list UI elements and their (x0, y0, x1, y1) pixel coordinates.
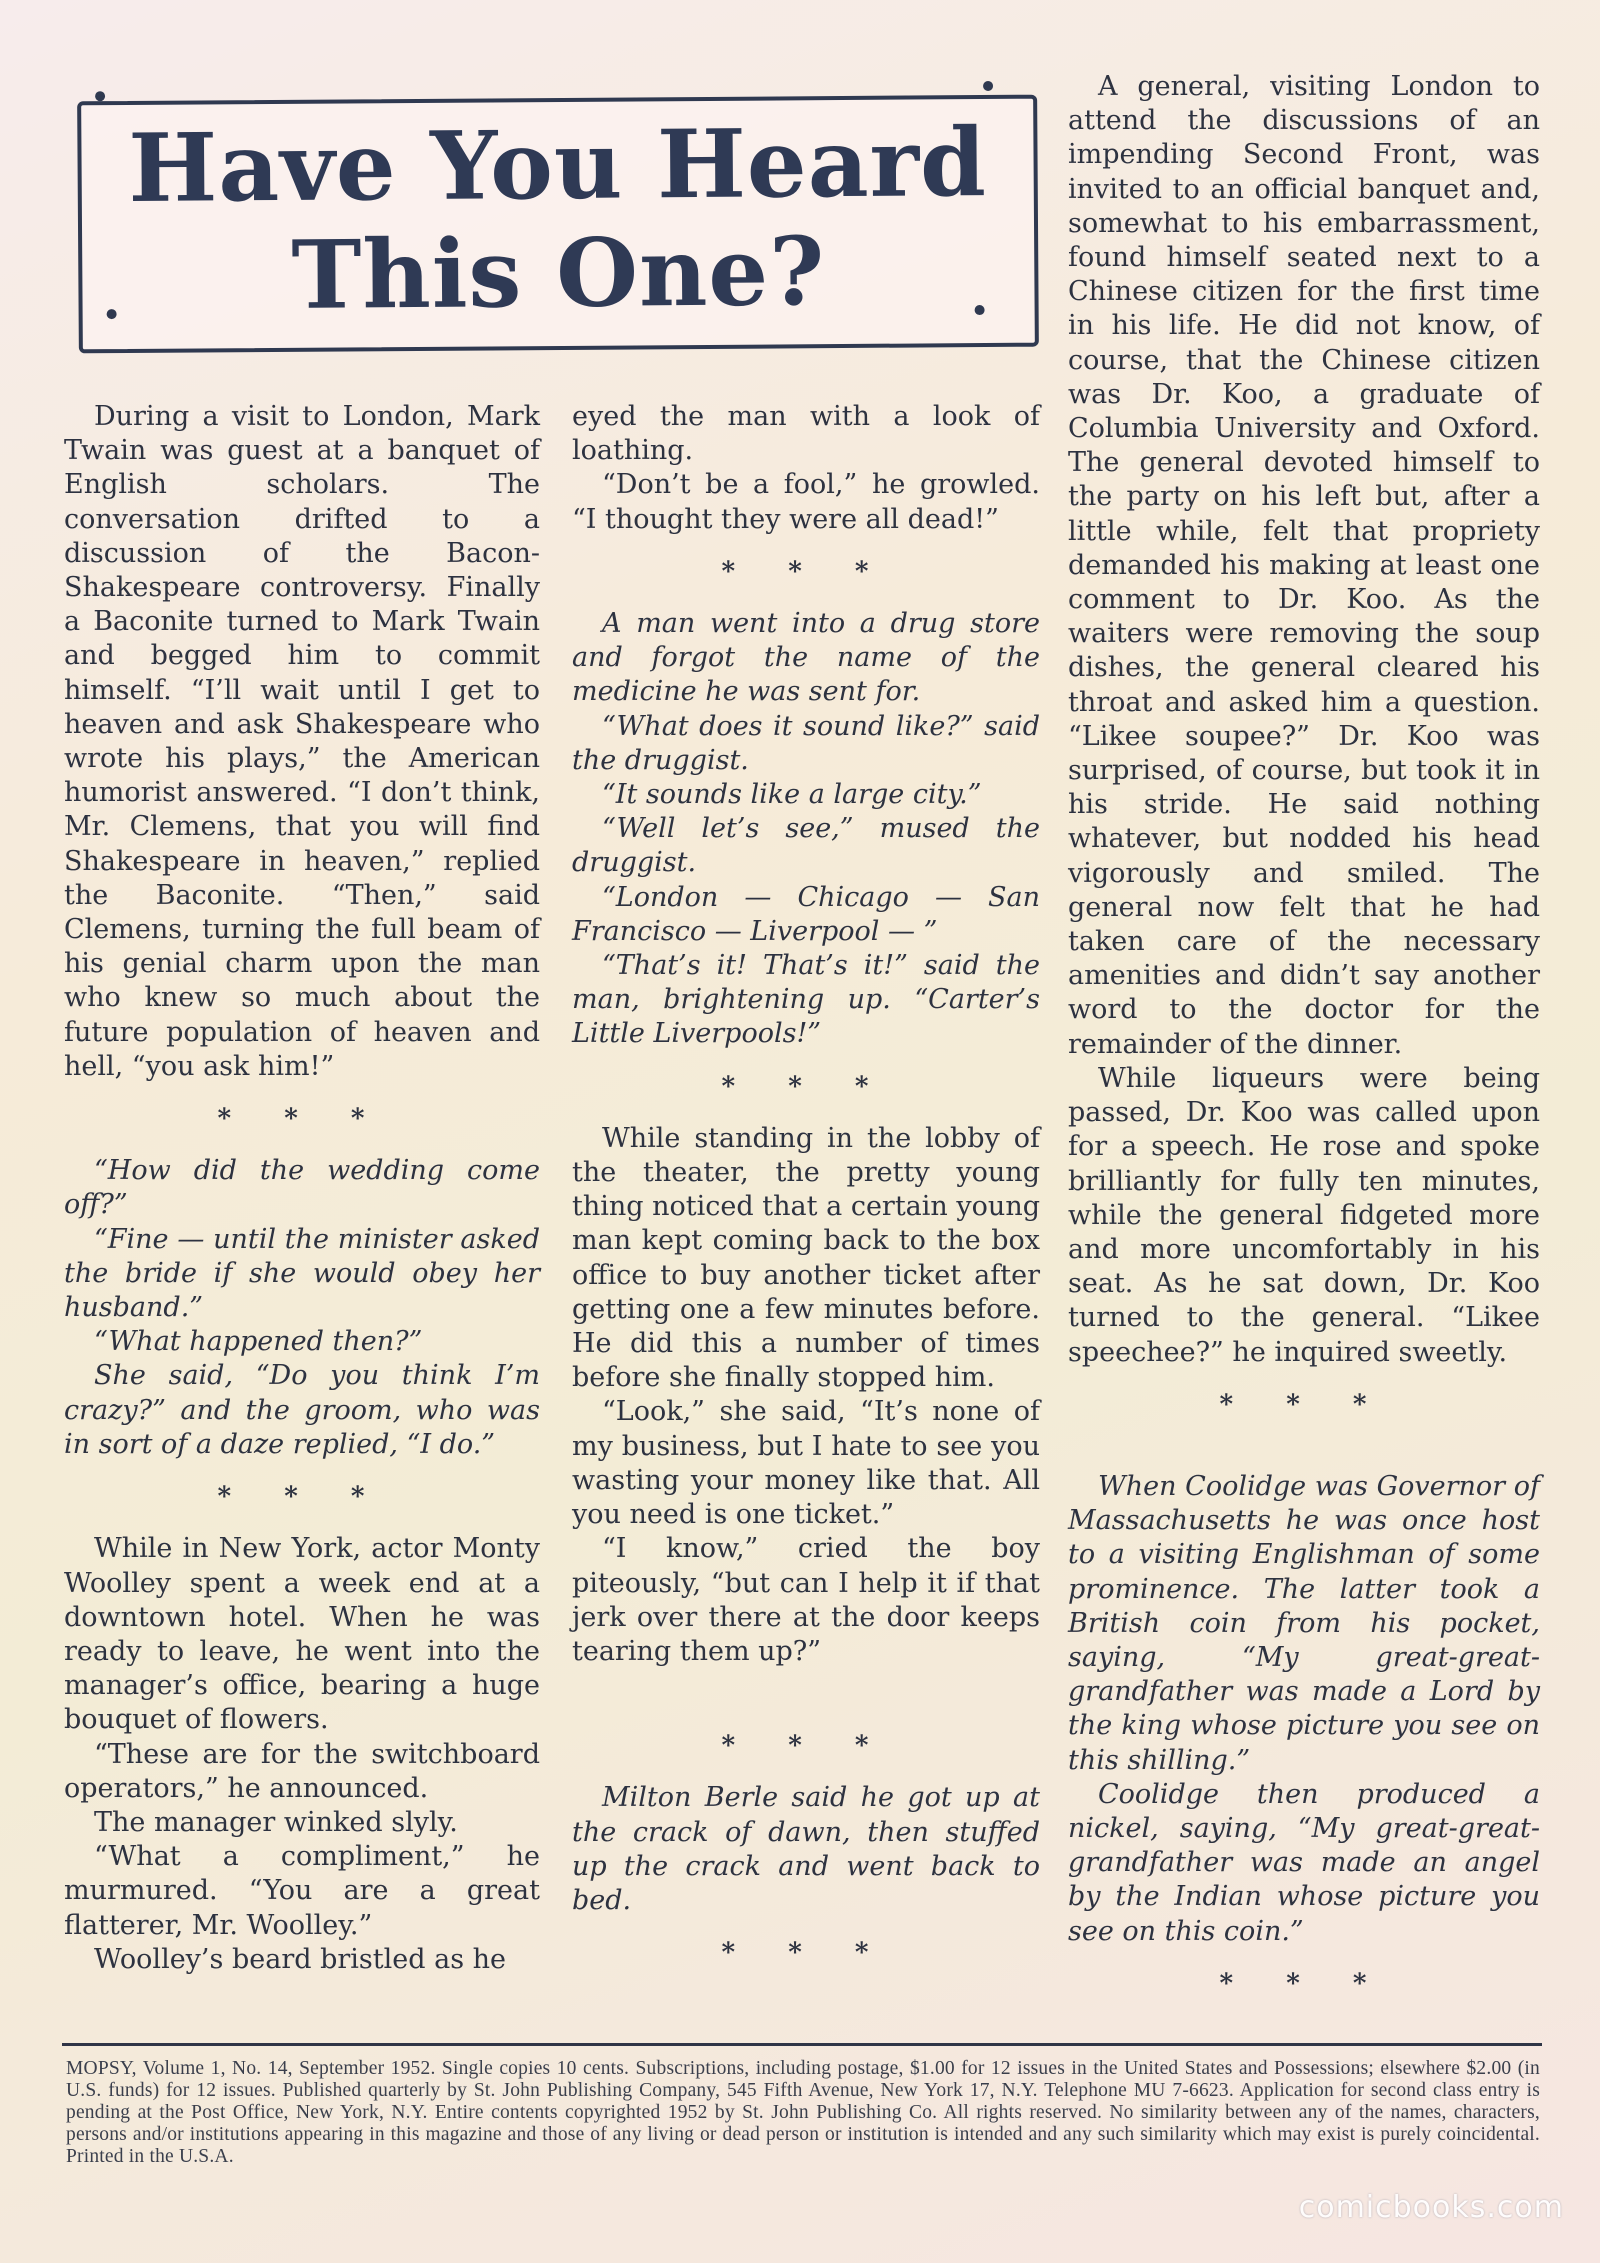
anecdote-woolley: “These are for the switchboard operators,” he announced. (64, 1738, 540, 1804)
anecdote-dr-koo: A general, visiting London to attend the discussions of an impending Second Front, was invited to an official banquet and, somewhat to his embarrassment, found himself seated next to a Chinese citizen for the first time in his life. He did not know, of course, that the Chinese citizen was Dr. Koo, a graduate of Columbia University and Oxford. The general devoted himself to the party on his left but, after a little while, felt that propriety demanded his making at least one comment to Dr. Koo. As the waiters were removing the soup dishes, the general cleared his throat and asked him a question. “Likee soupee?” Dr. Koo was surprised, of course, but took it in his stride. He said nothing whatever, but nodded his head vigorously and smiled. The general now felt that he had taken care of the necessary amenities and didn’t say another word to the doctor for the remainder of the dinner. (1068, 71, 1540, 1060)
anecdote-theater: While standing in the lobby of the theater, the pretty young thing noticed that a certain young man kept coming back to the box office to buy another ticket after getting one a few minutes before. He did this a number of times before she finally stopped him. (572, 1122, 1040, 1394)
anecdote-dr-koo: While liqueurs were being passed, Dr. Koo was called upon for a speech. He rose and spoke brilliantly for fully ten minutes, while the general fidgeted more and more uncomfortably in his seat. As he sat down, Dr. Koo turned to the general. “Likee speechee?” he inquired sweetly. (1068, 1062, 1540, 1368)
separator-stars: * * * (1219, 1968, 1389, 1999)
watermark: comicbooks.com (1298, 2190, 1564, 2225)
separator-stars: * * * (721, 1938, 891, 1969)
nail-icon (95, 91, 105, 101)
page-title (81, 109, 1034, 332)
anecdote-woolley: The manager winked slyly. (94, 1806, 458, 1838)
drugstore-joke-line: “It sounds like a large city.” (602, 779, 982, 811)
column-left (64, 400, 540, 1977)
drugstore-joke-line: A man went into a drug store and forgot the name of the medicine he was sent for. (572, 608, 1040, 708)
anecdote-woolley: Woolley’s beard bristled as he (94, 1943, 507, 1975)
drugstore-joke-line: “London — Chicago — San Francisco — Liverpool — ” (572, 881, 1040, 947)
coolidge-joke: When Coolidge was Governor of Massachusetts he was once host to a visiting Englishman of some prominence. The latter took a British coin from his pocket, saying, “My great-great-grandfather was made a Lord by the king whose picture you see on this shilling.” (1068, 1470, 1540, 1776)
drugstore-joke-line: “That’s it! That’s it!” said the man, brightening up. “Carter’s Little Liverpools!” (572, 950, 1040, 1050)
coolidge-joke: Coolidge then produced a nickel, saying, “My great-great-grandfather was made an angel by the Indian whose picture you see on this coin.” (1068, 1778, 1540, 1947)
anecdote-mark-twain: During a visit to London, Mark Twain was guest at a banquet of English scholars. The conversation drifted to a discussion of the Bacon-Shakespeare controversy. Finally a Baconite turned to Mark Twain and begged him to commit himself. “I’ll wait until I get to heaven and ask Shakespeare who wrote his plays,” the American humorist answered. “I don’t think, Mr. Clemens, that you will find Shakespeare in heaven,” replied the Baconite. “Then,” said Clemens, turning the full beam of his genial charm upon the man who knew so much about the future population of heaven and hell, “you ask him!” (64, 401, 540, 1082)
anecdote-woolley: “What a compliment,” he murmured. “You are a great flatterer, Mr. Woolley.” (64, 1841, 540, 1941)
separator-stars: * * * (721, 1071, 891, 1102)
anecdote-woolley: While in New York, actor Monty Woolley spent a week end at a downtown hotel. When he was ready to leave, he went into the manager’s office, bearing a huge bouquet of flowers. (64, 1533, 540, 1736)
anecdote-woolley-cont: “Don’t be a fool,” he growled. “I thought they were all dead!” (572, 469, 1040, 535)
publication-notice: MOPSY, Volume 1, No. 14, September 1952. Single copies 10 cents. Subscriptions, including postage, $1.00 for 12 issues in the United States and Possessions; elsewhere $2.00 (in U.S. funds) for 12 issues. Published quarterly by St. John Publishing Company, 545 Fifth Avenue, New York 17, N.Y. Telephone MU 7-6623. Application for second class entry is pending at the Post Office, New York, N.Y. Entire contents copyrighted 1952 by St. John Publishing Co. All rights reserved. No similarity between any of the names, characters, persons and/or institutions appearing in this magazine and those of any living or dead person or institution is intended and any such similarity which may exist is purely coincidental. Printed in the U.S.A. (66, 2058, 1540, 2167)
wedding-joke-line: “What happened then?” (94, 1326, 423, 1358)
title-line-2: This One? (291, 217, 826, 331)
berle-joke: Milton Berle said he got up at the crack of dawn, then stuffed up the crack and went back to bed. (572, 1782, 1040, 1916)
drugstore-joke-line: “Well let’s see,” mused the druggist. (572, 813, 1040, 879)
separator-stars: * * * (721, 1731, 891, 1762)
separator-stars: * * * (1219, 1389, 1389, 1420)
anecdote-woolley-cont: eyed the man with a look of loathing. (572, 401, 1040, 467)
title-sign (77, 95, 1039, 354)
drugstore-joke-line: “What does it sound like?” said the druggist. (572, 710, 1040, 776)
wedding-joke-line: “Fine — until the minister asked the bride if she would obey her husband.” (64, 1223, 540, 1324)
separator-stars: * * * (217, 1104, 387, 1135)
column-right (1068, 70, 1540, 2019)
nail-icon (983, 81, 993, 91)
title-line-1: Have You Heard (128, 108, 988, 224)
wedding-joke-line: “How did the wedding come off?” (64, 1155, 540, 1221)
anecdote-theater: “Look,” she said, “It’s none of my business, but I hate to see you wasting your money like that. All you need is one ticket.” (572, 1396, 1040, 1531)
anecdote-theater: “I know,” cried the boy piteously, “but can I help it if that jerk over there at the door keeps tearing them up?” (572, 1533, 1040, 1667)
footer-divider (62, 2043, 1542, 2046)
separator-stars: * * * (217, 1482, 387, 1513)
separator-stars: * * * (721, 556, 891, 587)
wedding-joke-line: She said, “Do you think I’m crazy?” and the groom, who was in sort of a daze replied, “I do.” (64, 1360, 540, 1460)
column-middle (572, 400, 1040, 1988)
